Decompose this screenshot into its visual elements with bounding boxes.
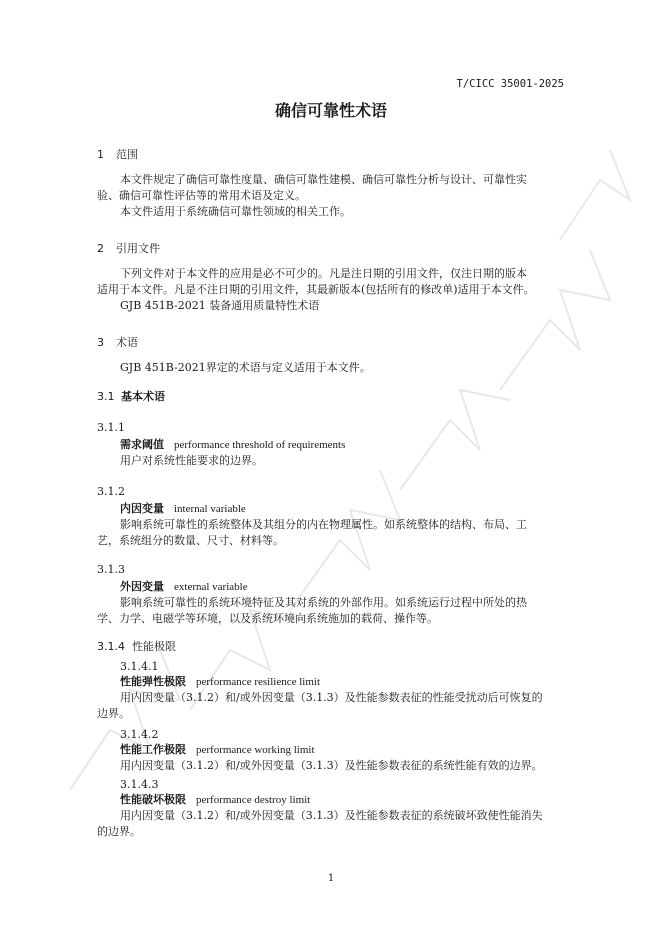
term-heading: [120, 437, 345, 453]
term-definition: 影响系统可靠性的系统整体及其组分的内在物理属性。如系统整体的结构、布局、工: [120, 518, 527, 531]
section-3-line: GJB 451B-2021界定的术语与定义适用于本文件。: [120, 361, 371, 374]
term-chinese: 性能弹性极限: [120, 675, 186, 688]
term-definition: 影响系统可靠性的系统环境特征及其对系统的外部作用。如系统运行过程中所处的热: [120, 596, 527, 609]
term-definition: 用内因变量（3.1.2）和/或外因变量（3.1.3）及性能参数表征的系统破坏致使性能消失: [120, 809, 543, 822]
term-definition: 学、力学、电磁学等环境，以及系统环境向系统施加的载荷、操作等。: [97, 612, 438, 625]
term-heading: [120, 674, 320, 690]
section-2-heading: 引用文件: [116, 242, 160, 255]
term-definition: 用内因变量（3.1.2）和/或外因变量（3.1.3）及性能参数表征的系统性能有效的边界。: [120, 759, 543, 772]
term-definition: 边界。: [97, 707, 130, 720]
subsection-3-1-heading: 基本术语: [121, 390, 165, 403]
section-1-line: 验、确信可靠性评估等的常用术语及定义。: [97, 189, 306, 202]
section-3-heading: 术语: [116, 336, 138, 349]
term-number: 3.1.4.1: [120, 660, 159, 673]
term-number: 3.1.4.2: [120, 728, 159, 741]
section-1-line: 本文件规定了确信可靠性度量、确信可靠性建模、确信可靠性分析与设计、可靠性实: [120, 173, 527, 186]
term-english: performance destroy limit: [196, 794, 311, 806]
section-2-line: 适用于本文件。凡是不注日期的引用文件，其最新版本(包括所有的修改单)适用于本文件。: [97, 283, 535, 296]
term-chinese: 需求阈值: [120, 438, 164, 451]
term-number: 3.1.4.3: [120, 778, 159, 791]
section-1-number: 1: [97, 148, 104, 161]
term-heading: [120, 579, 248, 595]
referenced-document: GJB 451B-2021 装备通用质量特性术语: [120, 299, 320, 312]
term-definition: 用内因变量（3.1.2）和/或外因变量（3.1.3）及性能参数表征的性能受扰动后可恢复的: [120, 691, 543, 704]
section-3-number: 3: [97, 336, 104, 349]
term-chinese: 外因变量: [120, 580, 164, 593]
section-2-number: 2: [97, 242, 104, 255]
page-number: 1: [327, 873, 335, 884]
term-number: 3.1.2: [97, 485, 125, 498]
term-heading: [120, 792, 310, 808]
subsection-3-1-4-heading: 性能极限: [132, 640, 176, 653]
section-1-heading: 范围: [116, 148, 138, 161]
term-english: performance threshold of requirements: [174, 439, 346, 451]
term-english: performance resilience limit: [196, 676, 320, 688]
term-heading: [120, 501, 246, 517]
term-definition: 艺，系统组分的数量、尺寸、材料等。: [97, 534, 284, 547]
term-english: performance working limit: [196, 744, 315, 756]
term-chinese: 内因变量: [120, 502, 164, 515]
term-english: internal variable: [174, 503, 246, 515]
section-2-line: 下列文件对于本文件的应用是必不可少的。凡是注日期的引用文件，仅注日期的版本: [120, 267, 527, 280]
term-definition: 用户对系统性能要求的边界。: [120, 454, 263, 467]
term-number: 3.1.3: [97, 563, 125, 576]
term-english: external variable: [174, 581, 248, 593]
term-heading: [120, 742, 315, 758]
term-chinese: 性能工作极限: [120, 743, 186, 756]
subsection-3-1-number: 3.1: [97, 390, 115, 403]
term-number: 3.1.1: [97, 421, 125, 434]
section-1-line: 本文件适用于系统确信可靠性领域的相关工作。: [120, 205, 351, 218]
document-title: 确信可靠性术语: [274, 101, 387, 120]
standard-number: T/CICC 35001-2025: [456, 78, 564, 90]
term-chinese: 性能破坏极限: [120, 793, 186, 806]
subsection-3-1-4-number: 3.1.4: [97, 640, 125, 653]
term-definition: 的边界。: [97, 825, 141, 838]
